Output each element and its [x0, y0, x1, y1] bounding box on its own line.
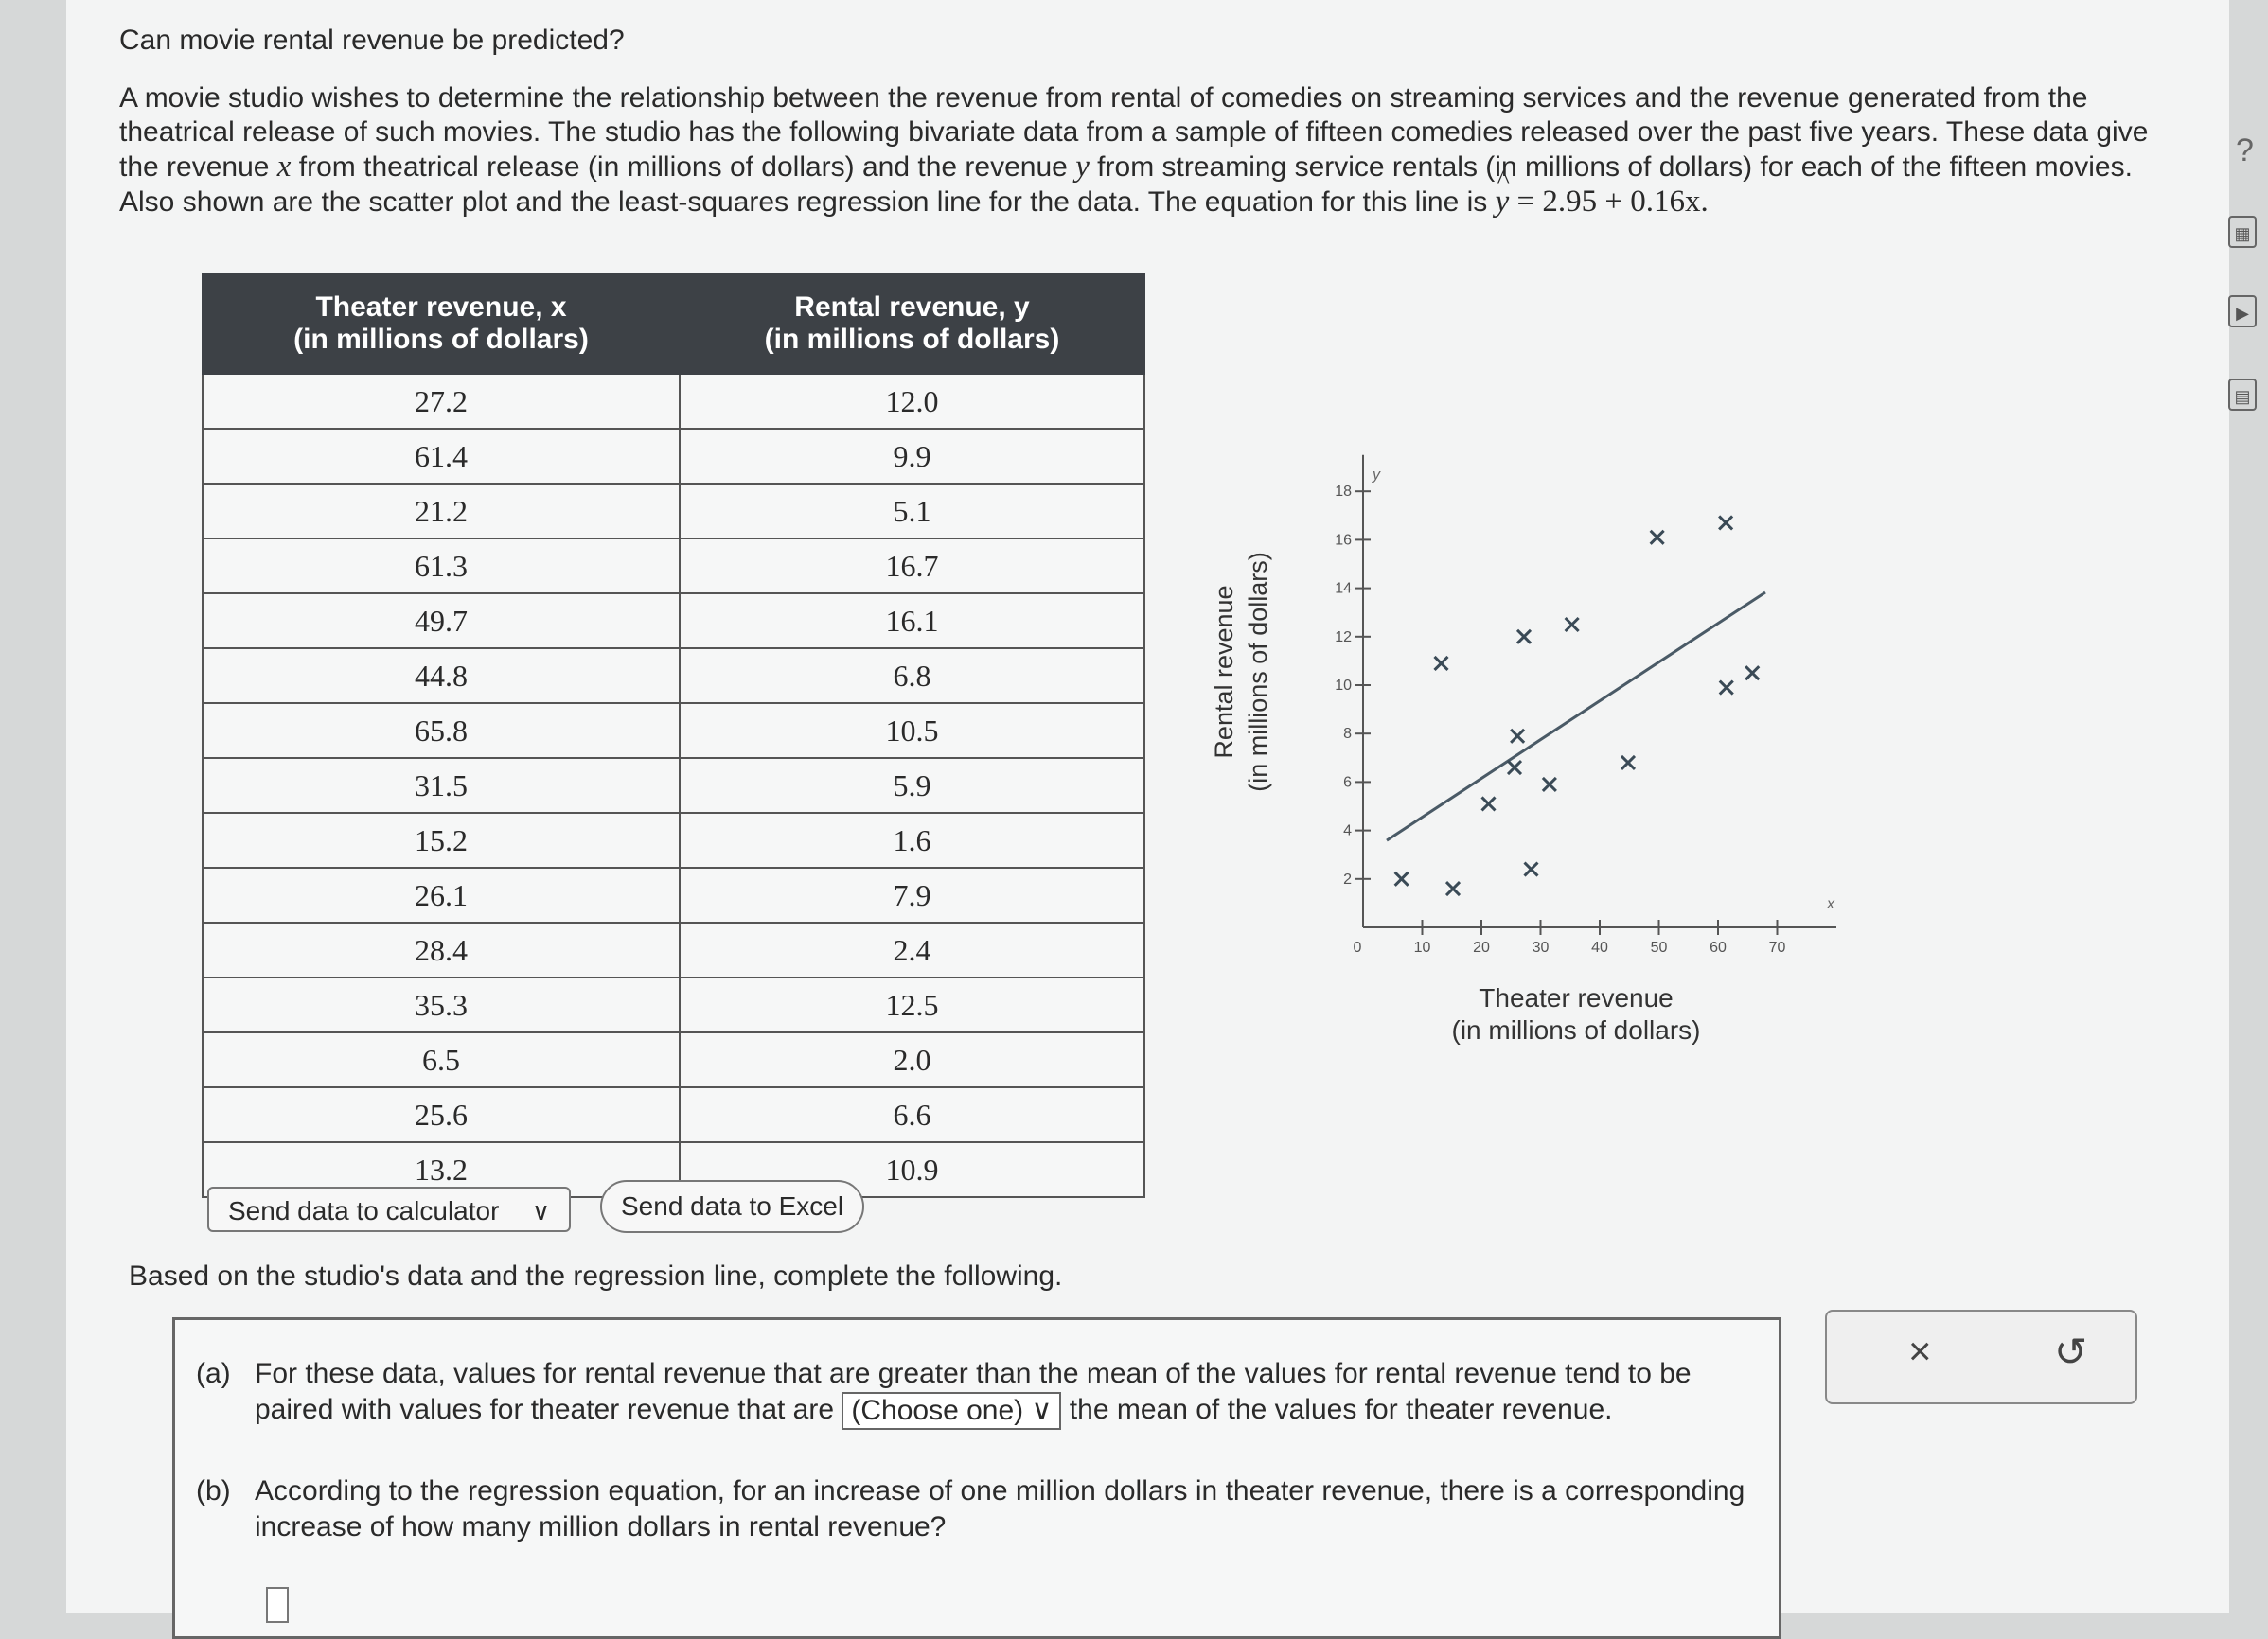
- calculator-icon[interactable]: ▦: [2228, 216, 2257, 248]
- data-point: [1517, 630, 1531, 643]
- table-row: [203, 1032, 1144, 1087]
- data-point: [1511, 730, 1524, 743]
- table-row: [203, 923, 1144, 978]
- data-point: [1543, 778, 1556, 791]
- table-row: [203, 868, 1144, 923]
- cell-x: 35.3: [203, 978, 680, 1032]
- table-row: [203, 703, 1144, 758]
- cell-y: 9.9: [680, 429, 1144, 484]
- x-axis-label-line2: (in millions of dollars): [1451, 1015, 1701, 1045]
- question-a-text2: the mean of the values for theater revenue.: [1061, 1394, 1613, 1425]
- choose-one-label: (Choose one): [851, 1395, 1024, 1427]
- intro-text: [119, 81, 2173, 220]
- y-tick-label: 4: [1343, 822, 1352, 839]
- data-point: [1395, 872, 1409, 886]
- y-axis-label-line2: (in millions of dollars): [1244, 552, 1272, 792]
- answer-area: [172, 1317, 1781, 1639]
- cell-y: 2.4: [680, 923, 1144, 978]
- y-tick-label: 12: [1335, 628, 1352, 645]
- data-point: [1745, 666, 1759, 679]
- data-point: [1508, 761, 1521, 774]
- cell-x: 44.8: [203, 648, 680, 703]
- intro-part1: A movie studio wishes to determine the relationship between the revenue from rental of comedies on streaming services and the revenue generated from the theatrical release of such movies. The studio has the following bivariate data from a sample of fifteen comedies released over the past five years. These data give the revenue: [119, 82, 2149, 183]
- col-header-x-line1: Theater revenue, x: [315, 291, 567, 323]
- answer-b-input[interactable]: [266, 1587, 289, 1623]
- cell-x: 31.5: [203, 758, 680, 813]
- question-a-text1: For these data, values for rental revenue that are greater than the mean of the values for rental revenue tend to be paired with values for theater revenue that are: [255, 1358, 1692, 1425]
- data-point: [1651, 531, 1664, 544]
- cell-x: 61.3: [203, 538, 680, 593]
- table-row: [203, 538, 1144, 593]
- textbook-icon[interactable]: ▤: [2228, 379, 2257, 411]
- table-row: [203, 593, 1144, 648]
- data-table: [202, 273, 1145, 1198]
- equation-rhs: = 2.95 + 0.16x.: [1509, 185, 1709, 219]
- table-row: [203, 429, 1144, 484]
- intro-part3: from streaming service rentals (in millions of dollars) for each of the fifteen movies. Also shown are the scatter plot and the least-squares regression line for the data. The equation for this line is: [119, 151, 2133, 218]
- y-axis-letter: y: [1373, 467, 1380, 484]
- cell-y: 16.7: [680, 538, 1144, 593]
- data-point: [1621, 756, 1635, 769]
- y-tick-label: 8: [1343, 726, 1352, 743]
- help-icon[interactable]: ?: [2236, 132, 2254, 168]
- y-tick-label: 16: [1335, 532, 1352, 549]
- cell-x: 21.2: [203, 484, 680, 538]
- y-tick-label: 18: [1335, 484, 1352, 501]
- col-header-y: [680, 273, 1144, 374]
- table-row: [203, 484, 1144, 538]
- col-header-x: [203, 273, 680, 374]
- table-row: [203, 813, 1144, 868]
- table-row: [203, 978, 1144, 1032]
- data-point: [1720, 681, 1733, 695]
- x-axis-letter: x: [1827, 896, 1834, 912]
- send-to-calculator-label: Send data to calculator: [228, 1196, 500, 1225]
- cell-x: 6.5: [203, 1032, 680, 1087]
- instructions: Based on the studio's data and the regression line, complete the following.: [129, 1260, 1063, 1292]
- scatter-plot-svg: [1193, 416, 1874, 1079]
- y-tick-label: 2: [1343, 871, 1352, 888]
- table-row: [203, 758, 1144, 813]
- x-tick-label: 30: [1532, 940, 1550, 956]
- var-y: y: [1075, 150, 1090, 184]
- scatter-plot: [1193, 416, 1874, 1084]
- question-b-text: According to the regression equation, for an increase of one million dollars in theater revenue, there is a corresponding increase of how many million dollars in rental revenue?: [255, 1475, 1745, 1542]
- table-row: [203, 374, 1144, 429]
- cell-x: 28.4: [203, 923, 680, 978]
- answer-actions: [1825, 1310, 2137, 1404]
- clear-button[interactable]: ×: [1908, 1329, 1932, 1373]
- question-a: [196, 1356, 1748, 1430]
- x-tick-label: 20: [1473, 940, 1490, 956]
- col-header-y-line2: (in millions of dollars): [764, 324, 1060, 355]
- undo-button[interactable]: ↺: [2054, 1330, 2088, 1374]
- question-a-label: (a): [196, 1358, 231, 1389]
- intro-part2: from theatrical release (in millions of dollars) and the revenue: [291, 151, 1076, 183]
- equation-lhs: ^ y: [1496, 185, 1510, 219]
- cell-x: 15.2: [203, 813, 680, 868]
- send-to-calculator-select[interactable]: [207, 1187, 571, 1232]
- data-point: [1446, 882, 1460, 895]
- chevron-down-icon: ∨: [1031, 1395, 1053, 1427]
- cell-x: 27.2: [203, 374, 680, 429]
- send-to-excel-button[interactable]: Send data to Excel: [600, 1180, 864, 1233]
- choose-one-dropdown[interactable]: [842, 1392, 1061, 1430]
- question-b: [196, 1473, 1748, 1545]
- cell-y: 10.5: [680, 703, 1144, 758]
- data-point: [1719, 516, 1732, 529]
- x-tick-label: 50: [1650, 940, 1668, 956]
- question-title: Can movie rental revenue be predicted?: [119, 25, 625, 56]
- data-point: [1525, 863, 1538, 876]
- x-axis-label-line1: Theater revenue: [1479, 983, 1674, 1013]
- cell-x: 13.2: [203, 1142, 680, 1197]
- cell-y: 5.1: [680, 484, 1144, 538]
- y-axis-label-line1: Rental revenue: [1210, 585, 1238, 759]
- y-tick-label: 10: [1335, 678, 1352, 694]
- y-tick-label: 14: [1335, 580, 1352, 597]
- cell-y: 6.6: [680, 1087, 1144, 1142]
- cell-y: 5.9: [680, 758, 1144, 813]
- data-point: [1435, 657, 1448, 670]
- cell-y: 16.1: [680, 593, 1144, 648]
- data-point: [1566, 618, 1579, 631]
- table-row: [203, 648, 1144, 703]
- cell-y: 7.9: [680, 868, 1144, 923]
- video-icon[interactable]: ▶: [2228, 295, 2257, 327]
- x-tick-label: 0: [1353, 940, 1362, 956]
- x-tick-label: 10: [1413, 940, 1431, 956]
- cell-y: 12.5: [680, 978, 1144, 1032]
- cell-y: 10.9: [680, 1142, 1144, 1197]
- data-point: [1482, 797, 1496, 810]
- x-tick-label: 60: [1710, 940, 1727, 956]
- x-tick-label: 40: [1591, 940, 1608, 956]
- col-header-y-line1: Rental revenue, y: [794, 291, 1030, 323]
- cell-y: 2.0: [680, 1032, 1144, 1087]
- cell-x: 61.4: [203, 429, 680, 484]
- x-tick-label: 70: [1768, 940, 1786, 956]
- cell-x: 26.1: [203, 868, 680, 923]
- cell-y: 1.6: [680, 813, 1144, 868]
- var-x: x: [276, 150, 292, 184]
- y-tick-label: 6: [1343, 774, 1352, 791]
- cell-y: 6.8: [680, 648, 1144, 703]
- cell-x: 65.8: [203, 703, 680, 758]
- table-row: [203, 1087, 1144, 1142]
- cell-y: 12.0: [680, 374, 1144, 429]
- chevron-down-icon: ∨: [531, 1197, 550, 1225]
- question-b-label: (b): [196, 1475, 231, 1507]
- cell-x: 49.7: [203, 593, 680, 648]
- col-header-x-line2: (in millions of dollars): [293, 324, 589, 355]
- cell-x: 25.6: [203, 1087, 680, 1142]
